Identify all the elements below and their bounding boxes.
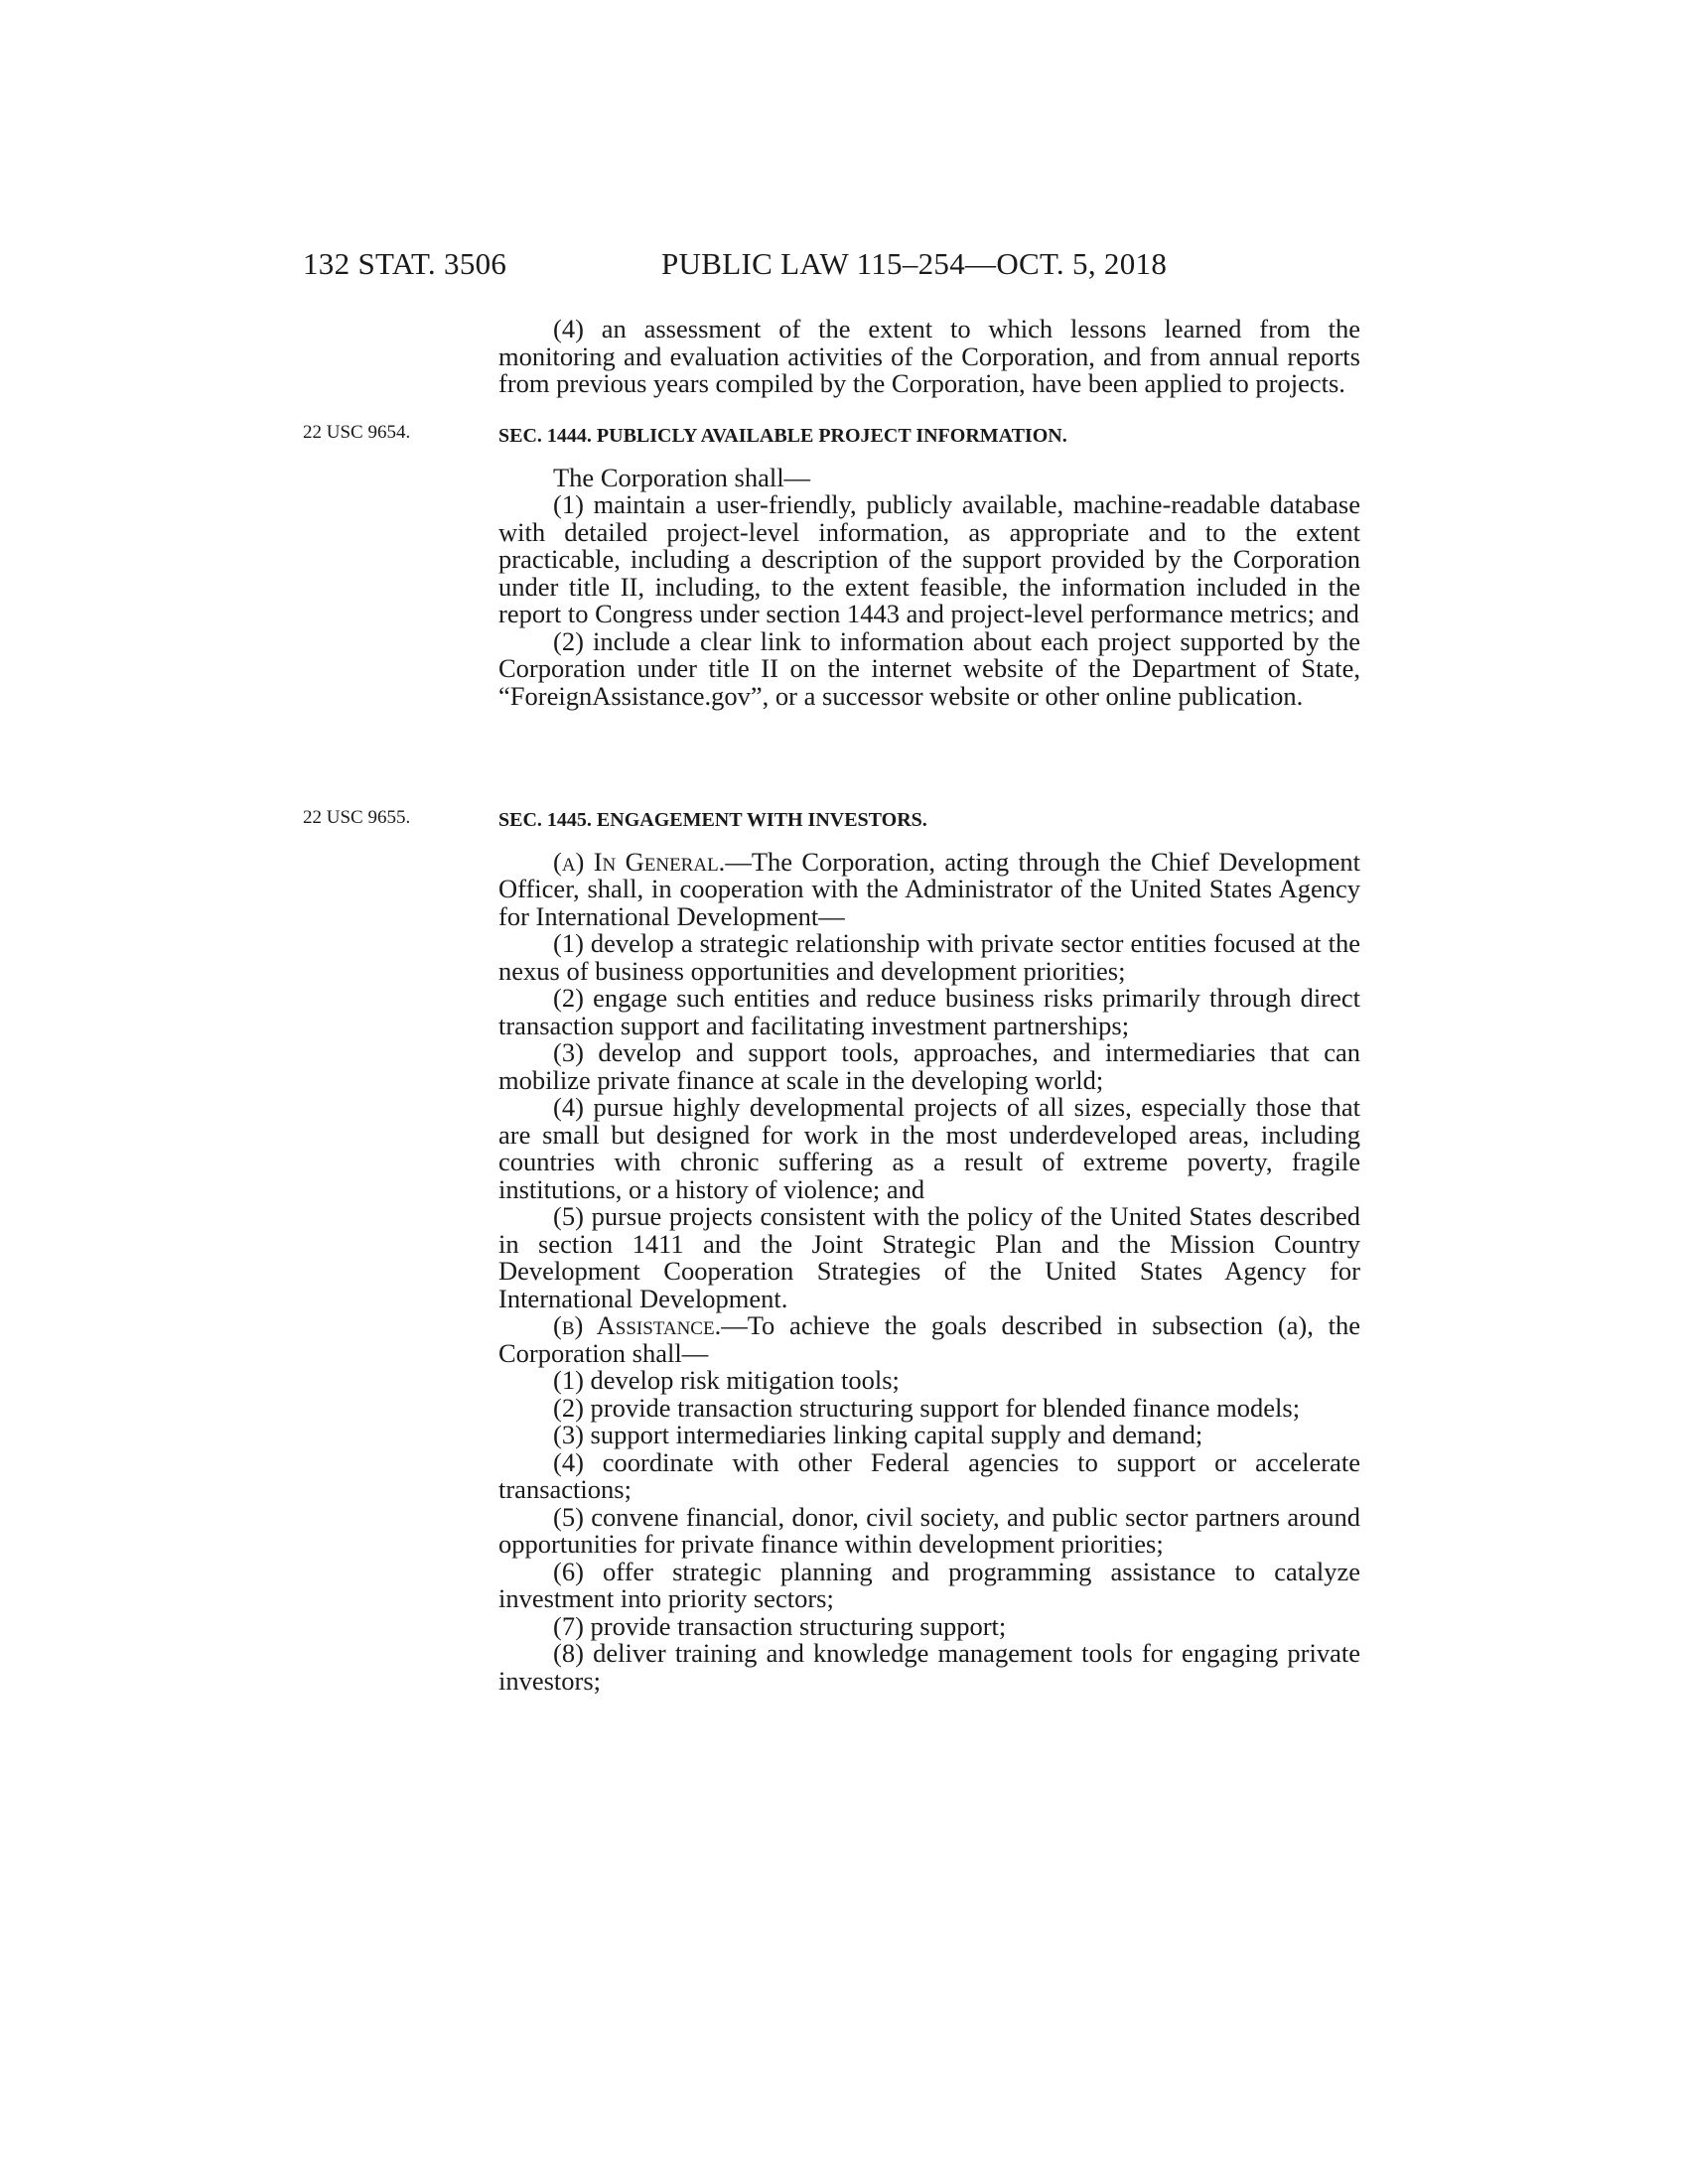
public-law-title: PUBLIC LAW 115–254—OCT. 5, 2018 bbox=[661, 246, 1168, 281]
section-1445 bbox=[498, 807, 1360, 1695]
stat-page-number: 132 STAT. 3506 bbox=[303, 246, 507, 281]
subsection-a-item-1: (1) develop a strategic relationship with private sector entities focused at the nexus of business opportunities and development priorities; bbox=[498, 928, 1360, 986]
paragraph-4-assessment: (4) an assessment of the extent to which lessons learned from the monitoring and evaluation activities of the Corporation, and from annual reports from previous years compiled by the Corporation, have been applied to projects. bbox=[498, 314, 1360, 398]
subsection-b-item-3: (3) support intermediaries linking capital supply and demand; bbox=[553, 1420, 1203, 1449]
section-1444 bbox=[498, 423, 1360, 710]
section-1445-heading: SEC. 1445. ENGAGEMENT WITH INVESTORS. bbox=[498, 809, 927, 831]
section-1444-heading: SEC. 1444. PUBLICLY AVAILABLE PROJECT INFORMATION. bbox=[498, 425, 1067, 447]
section-1444-paragraph-1: (1) maintain a user-friendly, publicly available, machine-readable database with detailed project-level information, as appropriate and to the extent practicable, including a description of the support provided by the Corporation under title II, including, to the extent feasible, the information included in the report to Congress under section 1443 and project-level performance metrics; and bbox=[498, 489, 1360, 628]
subsection-b-item-4: (4) coordinate with other Federal agencies to support or accelerate transactions; bbox=[498, 1446, 1360, 1504]
margin-note-usc-9654: 22 USC 9654. bbox=[303, 422, 411, 443]
subsection-b-item-5: (5) convene financial, donor, civil society, and public sector partners around opportunities for private finance within development priorities; bbox=[498, 1501, 1360, 1559]
body-block-continued bbox=[498, 316, 1360, 398]
subsection-b-item-8: (8) deliver training and knowledge management tools for engaging private investors; bbox=[498, 1638, 1360, 1696]
subsection-a-item-2: (2) engage such entities and reduce business risks primarily through direct transaction support and facilitating investment partnerships; bbox=[498, 983, 1360, 1040]
subsection-a-item-4: (4) pursue highly developmental projects of all sizes, especially those that are small but designed for work in the most underdeveloped areas, including countries with chronic suffering as a result of extreme poverty, fragile institutions, or a history of violence; and bbox=[498, 1092, 1360, 1204]
subsection-a-item-5: (5) pursue projects consistent with the policy of the United States described in section 1411 and the Joint Strategic Plan and the Mission Country Development Cooperation Strategies of the United States Agency for International Development. bbox=[498, 1201, 1360, 1313]
subsection-b-item-6: (6) offer strategic planning and programming assistance to catalyze investment into priority sectors; bbox=[498, 1556, 1360, 1613]
subsection-b-item-1: (1) develop risk mitigation tools; bbox=[553, 1365, 900, 1395]
subsection-a bbox=[498, 846, 1360, 931]
margin-note-usc-9655: 22 USC 9655. bbox=[303, 807, 411, 828]
subsection-b-label: (b) Assistance. bbox=[553, 1310, 722, 1340]
subsection-a-item-3: (3) develop and support tools, approaches, and intermediaries that can mobilize private finance at scale in the developing world; bbox=[498, 1037, 1360, 1095]
subsection-a-text: —The Corporation, acting through the Chief Development Officer, shall, in cooperation with the Administrator of the United States Agency for International Development— bbox=[498, 846, 1360, 931]
subsection-b-item-7: (7) provide transaction structuring support; bbox=[553, 1610, 1007, 1641]
section-1444-paragraph-2: (2) include a clear link to information about each project supported by the Corporation under title II on the internet website of the Department of State, “ForeignAssistance.gov”, or a successor website or other online publication. bbox=[498, 625, 1360, 711]
subsection-b bbox=[498, 1312, 1360, 1367]
subsection-b-item-2: (2) provide transaction structuring support for blended finance models; bbox=[553, 1392, 1301, 1423]
section-1444-intro: The Corporation shall— bbox=[553, 462, 811, 492]
subsection-a-label: (a) In General. bbox=[553, 846, 726, 877]
subsection-b-text: —To achieve the goals described in subsection (a), the Corporation shall— bbox=[498, 1310, 1360, 1368]
